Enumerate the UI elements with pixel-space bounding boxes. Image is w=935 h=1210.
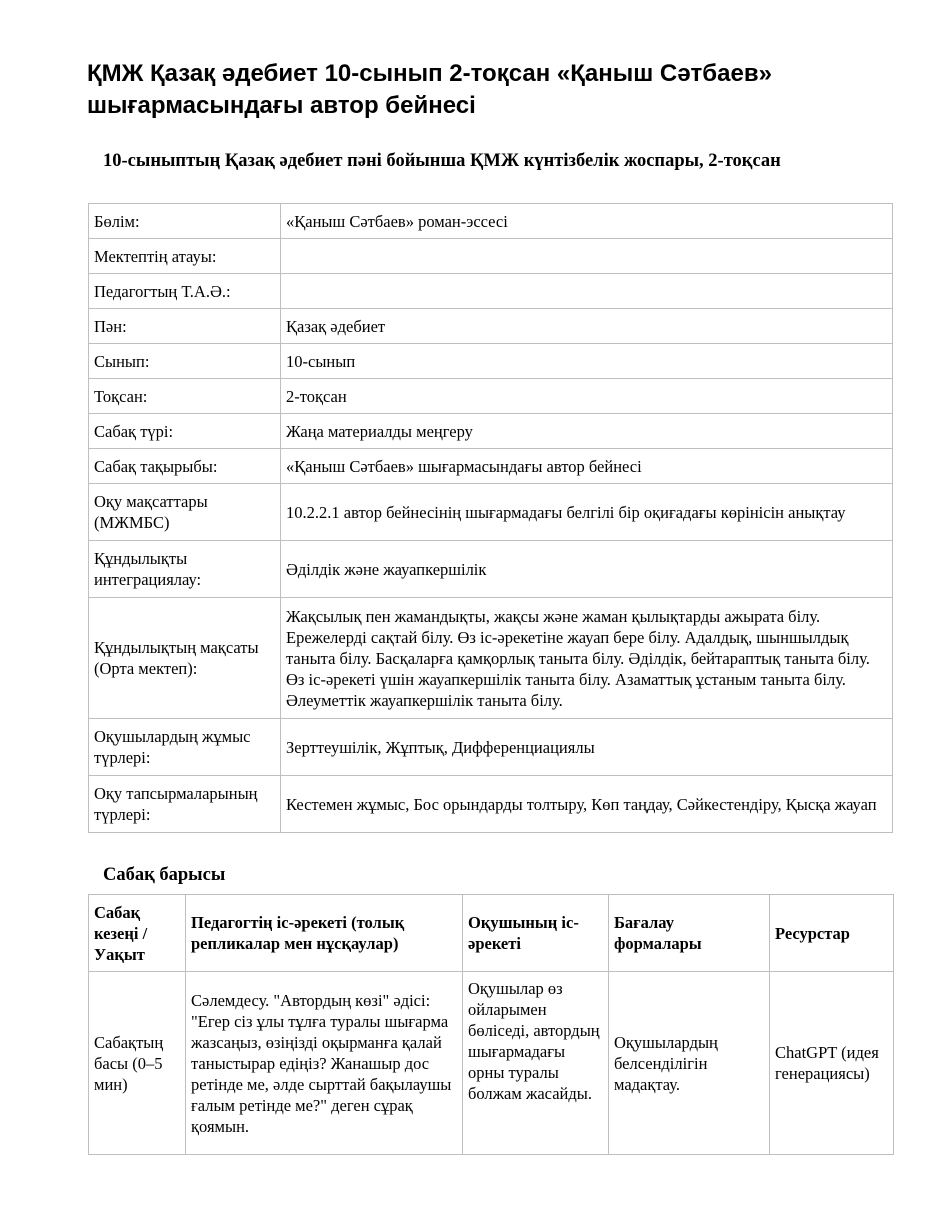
info-value-school	[281, 239, 893, 274]
info-value-work-types: Зерттеушілік, Жұптық, Дифференциациялы	[281, 719, 893, 776]
info-value-subject: Қазақ әдебиет	[281, 309, 893, 344]
info-value-task-types: Кестемен жұмыс, Бос орындарды толтыру, Көп таңдау, Сәйкестендіру, Қысқа жауап	[281, 776, 893, 833]
info-label-lesson-topic: Сабақ тақырыбы:	[89, 449, 281, 484]
info-value-quarter: 2-тоқсан	[281, 379, 893, 414]
table-row	[89, 541, 893, 598]
cell-assessment: Оқушылардың белсенділігін мадақтау.	[609, 972, 770, 1155]
info-label-value-goal: Құндылықтың мақсаты (Орта мектеп):	[89, 598, 281, 719]
column-header-teacher-activity: Педагогтің іс-әрекеті (толық репликалар мен нұсқаулар)	[186, 895, 463, 972]
cell-stage: Сабақтың басы (0–5 мин)	[89, 972, 186, 1155]
column-header-student-activity: Оқушының іс-әрекеті	[463, 895, 609, 972]
table-row	[89, 379, 893, 414]
table-row	[89, 719, 893, 776]
info-label-task-types: Оқу тапсырмаларының түрлері:	[89, 776, 281, 833]
info-value-value-goal: Жақсылық пен жамандықты, жақсы және жаман қылықтарды ажырата білу. Ережелерді сақтай білу. Өз іс-әрекетіне жауап бере білу. Адалдық, шыншылдық таныта білу. Басқаларға қамқорлық таныта білу. Әділдік, бейтараптық таныта білу. Өз іс-әрекеті үшін жауапкершілік таныта білу. Азаматтық ұстаным таныта білу. Әлеуметтік жауапкершілік таныта білу.	[281, 598, 893, 719]
column-header-assessment: Бағалау формалары	[609, 895, 770, 972]
table-row	[89, 972, 894, 1155]
info-label-section: Бөлім:	[89, 204, 281, 239]
table-row	[89, 776, 893, 833]
lesson-info-table	[88, 203, 893, 833]
table-row	[89, 484, 893, 541]
plan-heading: 10-сыныптың Қазақ әдебиет пәні бойынша ҚМЖ күнтізбелік жоспары, 2-тоқсан	[103, 151, 781, 171]
info-value-section: «Қаныш Сәтбаев» роман-эссесі	[281, 204, 893, 239]
cell-student-activity: Оқушылар өз ойларымен бөліседі, автордың шығармадағы орны туралы болжам жасайды.	[463, 972, 609, 1155]
column-header-stage: Сабақ кезеңі / Уақыт	[89, 895, 186, 972]
table-row	[89, 204, 893, 239]
cell-teacher-activity: Сәлемдесу. "Автордың көзі" әдісі: "Егер сіз ұлы тұлға туралы шығарма жазсаңыз, өзіңізді оқырманға қалай таныстырар едіңіз? Жанашыр дос ретінде ме, әлде сырттай бақылаушы ғалым ретінде ме?" деген сұрақ қоямын.	[186, 972, 463, 1155]
info-label-subject: Пән:	[89, 309, 281, 344]
table-row	[89, 344, 893, 379]
info-value-learning-goals: 10.2.2.1 автор бейнесінің шығармадағы белгілі бір оқиғадағы көрінісін анықтау	[281, 484, 893, 541]
table-row	[89, 414, 893, 449]
info-value-lesson-type: Жаңа материалды меңгеру	[281, 414, 893, 449]
info-label-work-types: Оқушылардың жұмыс түрлері:	[89, 719, 281, 776]
info-label-grade: Сынып:	[89, 344, 281, 379]
info-label-teacher: Педагогтың Т.А.Ә.:	[89, 274, 281, 309]
table-row	[89, 274, 893, 309]
info-label-quarter: Тоқсан:	[89, 379, 281, 414]
cell-resources: ChatGPT (идея генерациясы)	[770, 972, 894, 1155]
table-row	[89, 598, 893, 719]
info-label-learning-goals: Оқу мақсаттары (МЖМБС)	[89, 484, 281, 541]
info-value-value-integration: Әділдік және жауапкершілік	[281, 541, 893, 598]
table-row	[89, 449, 893, 484]
table-row	[89, 239, 893, 274]
info-label-lesson-type: Сабақ түрі:	[89, 414, 281, 449]
info-label-value-integration: Құндылықты интеграциялау:	[89, 541, 281, 598]
table-header-row	[89, 895, 894, 972]
lesson-flow-heading: Сабақ барысы	[103, 865, 226, 885]
lesson-flow-table	[88, 894, 894, 1155]
info-label-school: Мектептің атауы:	[89, 239, 281, 274]
info-value-lesson-topic: «Қаныш Сәтбаев» шығармасындағы автор бейнесі	[281, 449, 893, 484]
page-title: ҚМЖ Қазақ әдебиет 10-сынып 2-тоқсан «Қаныш Сәтбаев» шығармасындағы автор бейнесі	[87, 60, 772, 119]
column-header-resources: Ресурстар	[770, 895, 894, 972]
info-value-teacher	[281, 274, 893, 309]
table-row	[89, 309, 893, 344]
info-value-grade: 10-сынып	[281, 344, 893, 379]
